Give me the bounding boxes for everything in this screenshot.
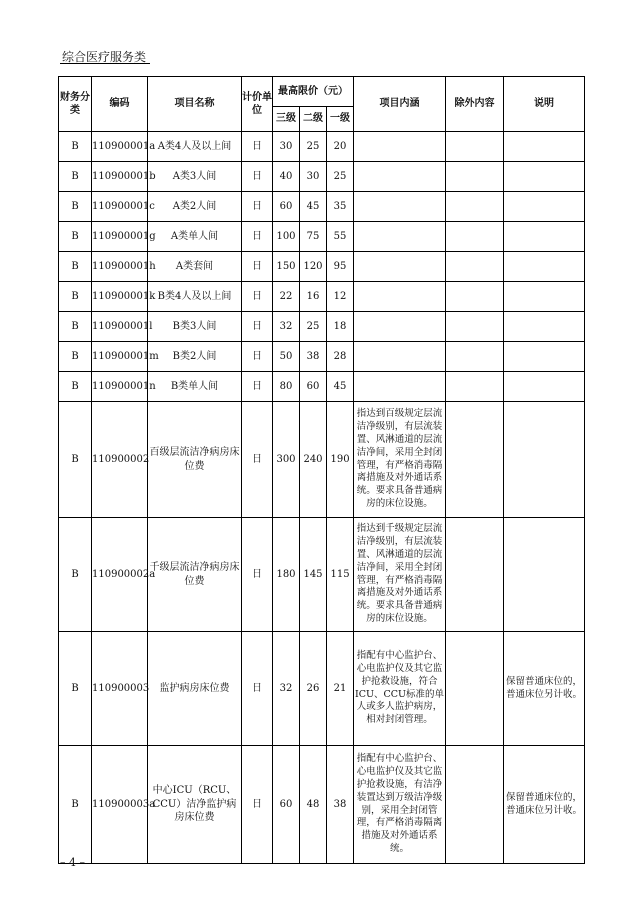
code-cell: 110900001g [92,222,148,252]
exclude-cell [446,342,504,372]
price-level1-cell: 18 [327,312,354,342]
finance-class-cell: B [59,222,92,252]
unit-cell: 日 [242,162,273,192]
price-level3-cell: 32 [273,632,300,746]
header-note: 说明 [504,77,585,132]
unit-cell: 日 [242,342,273,372]
price-level2-cell: 60 [300,372,327,402]
finance-class-cell: B [59,372,92,402]
price-level2-cell: 38 [300,342,327,372]
price-level3-cell: 150 [273,252,300,282]
item-name-cell: 百级层流洁净病房床位费 [148,402,242,518]
price-level3-cell: 32 [273,312,300,342]
table-row [59,518,585,632]
price-level3-cell: 50 [273,342,300,372]
price-level3-cell: 60 [273,746,300,864]
exclude-cell [446,632,504,746]
price-level1-cell: 25 [327,162,354,192]
price-level1-cell: 45 [327,372,354,402]
document-category-header: 综合医疗服务类 [62,50,147,64]
price-level3-cell: 22 [273,282,300,312]
code-cell: 110900003 [92,632,148,746]
code-cell: 110900001n [92,372,148,402]
unit-cell: 日 [242,746,273,864]
header-code: 编码 [92,77,148,132]
exclude-cell [446,282,504,312]
table-row [59,746,585,864]
item-name-cell: B类4人及以上间 [148,282,242,312]
unit-cell: 日 [242,222,273,252]
header-exclude: 除外内容 [446,77,504,132]
table-row [59,632,585,746]
unit-cell: 日 [242,632,273,746]
price-level1-cell: 38 [327,746,354,864]
price-level3-cell: 30 [273,132,300,162]
note-cell: 保留普通床位的，普通床位另计收。 [504,746,585,864]
exclude-cell [446,162,504,192]
table-row [59,252,585,282]
note-cell [504,222,585,252]
note-cell [504,402,585,518]
code-cell: 110900001c [92,192,148,222]
finance-class-cell: B [59,746,92,864]
note-cell [504,372,585,402]
price-level2-cell: 45 [300,192,327,222]
item-name-cell: B类2人间 [148,342,242,372]
item-content-cell [354,342,446,372]
price-level3-cell: 300 [273,402,300,518]
price-level1-cell: 21 [327,632,354,746]
item-content-cell [354,222,446,252]
table-row [59,342,585,372]
exclude-cell [446,222,504,252]
code-cell: 110900001a [92,132,148,162]
note-cell: 保留普通床位的，普通床位另计收。 [504,632,585,746]
fee-table [58,76,585,864]
header-level2: 二级 [300,107,327,132]
price-level1-cell: 35 [327,192,354,222]
exclude-cell [446,402,504,518]
header-underline [60,63,150,64]
item-content-cell [354,312,446,342]
exclude-cell [446,132,504,162]
price-level2-cell: 145 [300,518,327,632]
finance-class-cell: B [59,312,92,342]
exclude-cell [446,312,504,342]
price-level3-cell: 100 [273,222,300,252]
price-level1-cell: 12 [327,282,354,312]
exclude-cell [446,192,504,222]
item-content-cell: 指达到百级规定层流洁净级别，有层流装置、风淋通道的层流洁净间，采用全封闭管理，有严格消毒隔离措施及对外通话系统。要求具备普通病房的床位设施。 [354,402,446,518]
item-content-cell [354,192,446,222]
note-cell [504,518,585,632]
code-cell: 110900001l [92,312,148,342]
note-cell [504,162,585,192]
table-row [59,162,585,192]
finance-class-cell: B [59,632,92,746]
price-level3-cell: 60 [273,192,300,222]
exclude-cell [446,252,504,282]
table-row [59,312,585,342]
item-name-cell: B类3人间 [148,312,242,342]
finance-class-cell: B [59,282,92,312]
finance-class-cell: B [59,192,92,222]
price-level3-cell: 80 [273,372,300,402]
price-level2-cell: 240 [300,402,327,518]
price-level1-cell: 115 [327,518,354,632]
header-level3: 三级 [273,107,300,132]
item-name-cell: 监护病房床位费 [148,632,242,746]
note-cell [504,342,585,372]
item-content-cell [354,132,446,162]
finance-class-cell: B [59,252,92,282]
header-level1: 一级 [327,107,354,132]
price-level2-cell: 30 [300,162,327,192]
header-finance: 财务分类 [59,77,92,132]
item-content-cell [354,162,446,192]
price-level1-cell: 95 [327,252,354,282]
item-name-cell: A类4人及以上间 [148,132,242,162]
item-name-cell: B类单人间 [148,372,242,402]
code-cell: 110900003a [92,746,148,864]
table-row [59,282,585,312]
price-level2-cell: 120 [300,252,327,282]
unit-cell: 日 [242,132,273,162]
code-cell: 110900001b [92,162,148,192]
note-cell [504,132,585,162]
unit-cell: 日 [242,192,273,222]
finance-class-cell: B [59,132,92,162]
price-level2-cell: 48 [300,746,327,864]
price-level1-cell: 20 [327,132,354,162]
note-cell [504,192,585,222]
item-name-cell: A类2人间 [148,192,242,222]
price-level3-cell: 180 [273,518,300,632]
finance-class-cell: B [59,162,92,192]
price-level1-cell: 55 [327,222,354,252]
header-name: 项目名称 [148,77,242,132]
table-row [59,192,585,222]
price-level2-cell: 25 [300,132,327,162]
price-level2-cell: 75 [300,222,327,252]
item-content-cell: 指配有中心监护台、心电监护仪及其它监护抢救设施，符合ICU、CCU标准的单人或多人监护病房，相对封闭管理。 [354,632,446,746]
page-number: – 4 – [60,856,85,869]
exclude-cell [446,518,504,632]
table-row [59,402,585,518]
item-content-cell: 指配有中心监护台、心电监护仪及其它监护抢救设施，有洁净装置达到万级洁净级别，采用全封闭管理，有严格消毒隔离措施及对外通话系统。 [354,746,446,864]
price-level2-cell: 16 [300,282,327,312]
price-level2-cell: 25 [300,312,327,342]
code-cell: 110900002a [92,518,148,632]
price-level1-cell: 28 [327,342,354,372]
header-content: 项目内涵 [354,77,446,132]
item-content-cell [354,252,446,282]
item-content-cell [354,282,446,312]
item-name-cell: 千级层流洁净病房床位费 [148,518,242,632]
item-content-cell: 指达到千级规定层流洁净级别，有层流装置、风淋通道的层流洁净间，采用全封闭管理，有严格消毒隔离措施及对外通话系统。要求具备普通病房的床位设施。 [354,518,446,632]
unit-cell: 日 [242,312,273,342]
table-row [59,132,585,162]
price-level1-cell: 190 [327,402,354,518]
exclude-cell [446,372,504,402]
item-content-cell [354,372,446,402]
finance-class-cell: B [59,518,92,632]
unit-cell: 日 [242,282,273,312]
item-name-cell: 中心ICU（RCU、CCU）洁净监护病房床位费 [148,746,242,864]
unit-cell: 日 [242,402,273,518]
unit-cell: 日 [242,518,273,632]
unit-cell: 日 [242,252,273,282]
code-cell: 110900001m [92,342,148,372]
header-price-group: 最高限价（元） [273,77,354,107]
table-row [59,222,585,252]
price-level2-cell: 26 [300,632,327,746]
finance-class-cell: B [59,342,92,372]
code-cell: 110900001k [92,282,148,312]
table-row [59,372,585,402]
code-cell: 110900001h [92,252,148,282]
unit-cell: 日 [242,372,273,402]
exclude-cell [446,746,504,864]
note-cell [504,282,585,312]
note-cell [504,312,585,342]
finance-class-cell: B [59,402,92,518]
code-cell: 110900002 [92,402,148,518]
header-unit: 计价单位 [242,77,273,132]
item-name-cell: A类套间 [148,252,242,282]
item-name-cell: A类单人间 [148,222,242,252]
price-level3-cell: 40 [273,162,300,192]
item-name-cell: A类3人间 [148,162,242,192]
note-cell [504,252,585,282]
